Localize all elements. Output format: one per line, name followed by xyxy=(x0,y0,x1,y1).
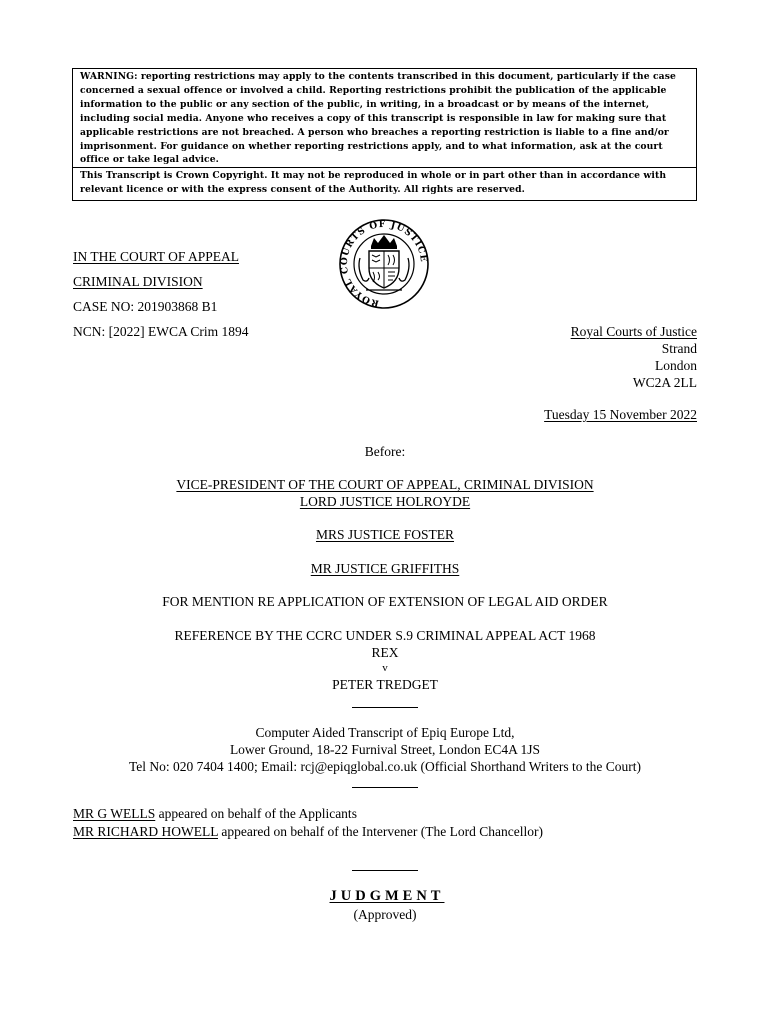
reporting-restrictions-box xyxy=(72,68,697,201)
court-heading xyxy=(73,247,249,347)
crown-copyright-notice: This Transcript is Crown Copyright. It may not be reproduced in whole or in part other than in accordance with relevant licence or with the express consent of the Authority. All rights are reserved. xyxy=(73,167,696,200)
transcriber-details xyxy=(0,724,770,775)
versus: v xyxy=(382,662,388,674)
address-line-1: Royal Courts of Justice xyxy=(570,324,697,339)
court-division: CRIMINAL DIVISION xyxy=(73,274,203,289)
case-number: CASE NO: 201903868 B1 xyxy=(73,299,218,314)
case-parties xyxy=(0,627,770,693)
transcriber-line-2: Lower Ground, 18-22 Furnival Street, London EC4A 1JS xyxy=(229,742,541,757)
transcriber-line-3: Tel No: 020 7404 1400; Email: rcj@epiqglobal.co.uk (Official Shorthand Writers to the Court) xyxy=(128,759,642,774)
transcriber-line-1: Computer Aided Transcript of Epiq Europe Ltd, xyxy=(255,725,515,740)
judge-griffiths: MR JUSTICE GRIFFITHS xyxy=(310,561,460,576)
vice-president-block xyxy=(0,476,770,510)
judgment-status: (Approved) xyxy=(353,907,417,922)
vice-president-name: LORD JUSTICE HOLROYDE xyxy=(299,494,471,509)
crest-ring-text: ROYAL COURTS OF JUSTICE xyxy=(339,219,429,308)
reporting-restrictions-warning: WARNING: reporting restrictions may apply to the contents transcribed in this document, particularly if the case concerned a sexual offence or involved a child. Reporting restrictions prohibit the publication of the applicable information to the public or any section of the public, in writing, in a broadcast or by means of the internet, including social media. Anyone who receives a copy of this transcript is responsible in law for making sure that applicable restrictions are not breached. A person who breaches a reporting restriction is liable to a fine and/or imprisonment. For guidance on whether reporting restrictions apply, and to what information, ask at the court office or take legal advice. xyxy=(80,71,676,166)
divider-1 xyxy=(352,707,418,708)
court-address xyxy=(571,323,697,391)
divider-3 xyxy=(352,870,418,871)
judge-foster: MRS JUSTICE FOSTER xyxy=(315,527,455,542)
party-defendant: PETER TREDGET xyxy=(332,677,438,692)
royal-courts-crest-icon xyxy=(333,218,435,310)
appearances xyxy=(73,805,543,840)
mention-line: FOR MENTION RE APPLICATION OF EXTENSION OF LEGAL AID ORDER xyxy=(162,594,608,609)
address-line-2: Strand xyxy=(661,341,697,356)
party-rex: REX xyxy=(371,645,399,660)
appearance-intervener: MR RICHARD HOWELL appeared on behalf of the Intervener (The Lord Chancellor) xyxy=(73,823,543,839)
court-name: IN THE COURT OF APPEAL xyxy=(73,249,239,264)
vice-president-title: VICE-PRESIDENT OF THE COURT OF APPEAL, CRIMINAL DIVISION xyxy=(176,477,594,492)
appearance-applicant: MR G WELLS appeared on behalf of the Applicants xyxy=(73,806,357,821)
address-line-4: WC2A 2LL xyxy=(632,375,697,390)
judgment-heading: JUDGMENT xyxy=(329,888,445,904)
hearing-date: Tuesday 15 November 2022 xyxy=(544,407,697,422)
divider-2 xyxy=(352,787,418,788)
address-line-3: London xyxy=(655,358,697,373)
ccrc-reference: REFERENCE BY THE CCRC UNDER S.9 CRIMINAL APPEAL ACT 1968 xyxy=(174,628,596,643)
before-label: Before: xyxy=(364,444,406,459)
neutral-citation: NCN: [2022] EWCA Crim 1894 xyxy=(73,324,249,339)
